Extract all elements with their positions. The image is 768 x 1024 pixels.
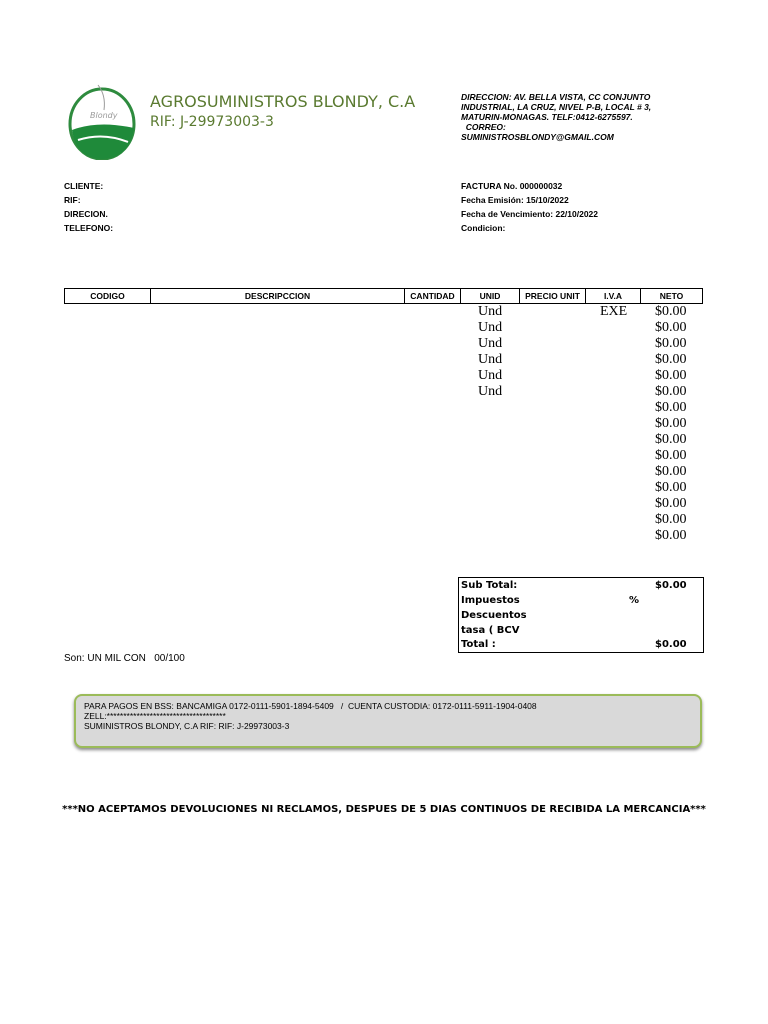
col-descripcion: DESCRIPCCION xyxy=(151,289,405,304)
neto-cell: $0.00 xyxy=(655,464,687,479)
company-address xyxy=(461,92,661,142)
company-rif: RIF: J-29973003-3 xyxy=(150,114,274,130)
unid-cell: Und xyxy=(478,352,503,367)
iva-cell: EXE xyxy=(600,304,628,319)
telefono-label: TELEFONO: xyxy=(64,223,114,233)
unid-cell: Und xyxy=(478,336,503,351)
address-line: INDUSTRIAL, LA CRUZ, NIVEL P-B, LOCAL # 3, xyxy=(461,102,652,112)
neto-cell: $0.00 xyxy=(655,432,687,447)
cliente-label: CLIENTE: xyxy=(64,181,104,191)
neto-cell: $0.00 xyxy=(655,400,687,415)
svg-text:Blondy: Blondy xyxy=(90,111,118,120)
col-codigo: CODIGO xyxy=(65,289,151,304)
totals-box xyxy=(458,577,704,653)
due-date: Fecha de Vencimiento: 22/10/2022 xyxy=(461,209,599,219)
descuentos-label: Descuentos xyxy=(461,610,527,621)
payment-line: SUMINISTROS BLONDY, C.A RIF: RIF: J-29973003-3 xyxy=(84,721,290,731)
payment-line: ZELL:************************************ xyxy=(84,711,226,721)
company-name: AGROSUMINISTROS BLONDY, C.A xyxy=(150,92,416,111)
unid-cell: Und xyxy=(478,368,503,383)
address-line: SUMINISTROSBLONDY@GMAIL.COM xyxy=(461,132,614,142)
rif-label: RIF: xyxy=(64,195,81,205)
subtotal-value: $0.00 xyxy=(655,580,687,591)
neto-cell: $0.00 xyxy=(655,368,687,383)
company-logo xyxy=(68,80,138,160)
neto-cell: $0.00 xyxy=(655,336,687,351)
unid-cell: Und xyxy=(478,320,503,335)
direccion-label: DIRECION. xyxy=(64,209,108,219)
neto-cell: $0.00 xyxy=(655,304,687,319)
total-value: $0.00 xyxy=(655,639,687,650)
impuestos-label: Impuestos xyxy=(461,595,520,606)
issue-date: Fecha Emisión: 15/10/2022 xyxy=(461,195,569,205)
address-line: DIRECCION: AV. BELLA VISTA, CC CONJUNTO xyxy=(461,92,651,102)
neto-cell: $0.00 xyxy=(655,384,687,399)
subtotal-label: Sub Total: xyxy=(461,580,518,591)
tasa-label: tasa ( BCV xyxy=(461,625,520,636)
neto-cell: $0.00 xyxy=(655,528,687,543)
col-cantidad: CANTIDAD xyxy=(405,289,461,304)
table-header-row xyxy=(65,289,703,304)
col-unid: UNID xyxy=(461,289,520,304)
neto-cell: $0.00 xyxy=(655,512,687,527)
payment-info-box xyxy=(74,694,702,748)
neto-cell: $0.00 xyxy=(655,480,687,495)
neto-cell: $0.00 xyxy=(655,448,687,463)
impuestos-pct: % xyxy=(629,595,640,606)
items-table xyxy=(64,288,703,304)
amount-in-words: Son: UN MIL CON 00/100 xyxy=(64,653,185,664)
address-line: CORREO: xyxy=(461,122,506,132)
neto-cell: $0.00 xyxy=(655,416,687,431)
neto-cell: $0.00 xyxy=(655,320,687,335)
col-iva: I.V.A xyxy=(586,289,641,304)
invoice-number: FACTURA No. 000000032 xyxy=(461,181,563,191)
address-line: MATURIN-MONAGAS. TELF:0412-6275597. xyxy=(461,112,633,122)
neto-cell: $0.00 xyxy=(655,496,687,511)
col-neto: NETO xyxy=(641,289,703,304)
unid-cell: Und xyxy=(478,384,503,399)
condition-label: Condicion: xyxy=(461,223,506,233)
neto-cell: $0.00 xyxy=(655,352,687,367)
return-policy-notice: ***NO ACEPTAMOS DEVOLUCIONES NI RECLAMOS, DESPUES DE 5 DIAS CONTINUOS DE RECIBIDA LA MERCANCIA*** xyxy=(62,804,706,815)
col-precio: PRECIO UNIT xyxy=(520,289,586,304)
unid-cell: Und xyxy=(478,304,503,319)
payment-line: PARA PAGOS EN BSS: BANCAMIGA 0172-0111-5901-1894-5409 / CUENTA CUSTODIA: 0172-0111-5911-1904-0408 xyxy=(84,701,537,711)
total-label: Total : xyxy=(461,639,496,650)
